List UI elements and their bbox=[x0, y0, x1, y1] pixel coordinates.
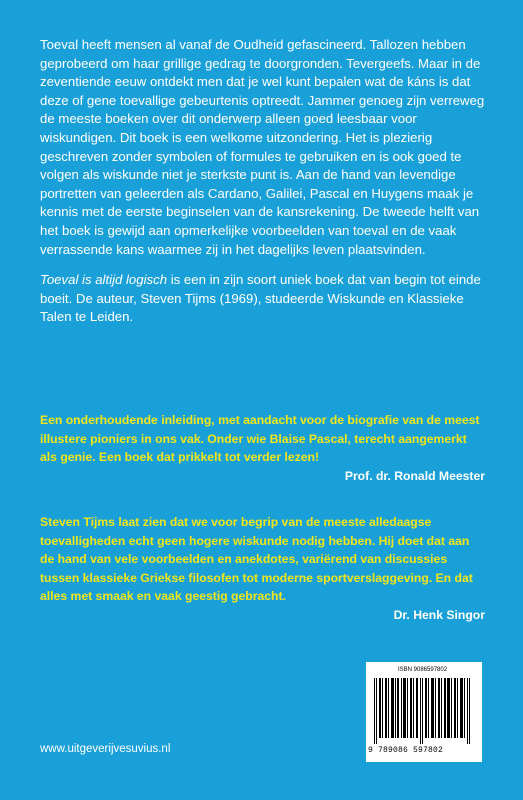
review-author: Prof. dr. Ronald Meester bbox=[344, 468, 485, 483]
review-quote-1 bbox=[40, 411, 485, 485]
book-title-italic: Toeval is altijd logisch bbox=[40, 272, 168, 288]
blurb-paragraph-2 bbox=[40, 271, 485, 327]
blurb-paragraph-1: Toeval heeft mensen al vanaf de Oudheid gefascineerd. Tallozen hebben geprobeerd om haar grillige gedrag te doorgronden. Tevergeefs. Maar in de zeventiende eeuw ontdekt men dat je wel kunt bepalen wat de káns is dat deze of gene toevallige gebeurtenis optreedt. Jammer genoeg zijn verreweg de meeste boeken over dit onderwerp alleen goed leesbaar voor wiskundigen. Dit boek is een welkome uitzondering. Het is plezierig geschreven zonder symbolen of formules te gebruiken en is ook goed te volgen als wiskunde niet je sterkste punt is. Aan de hand van levendige portretten van geleerden als Cardano, Galilei, Pascal en Huygens maak je kennis met de eerste beginselen van de kansrekening. De tweede helft van het boek is gewijd aan opmerkelijke voorbeelden van toeval en de vaak verrassende kans waarmee zij in het dagelijks leven plaatsvinden. bbox=[40, 37, 485, 257]
isbn-label: ISBN 9086597802 bbox=[398, 667, 448, 673]
publisher-website[interactable]: www.uitgeverijvesuvius.nl bbox=[40, 743, 171, 755]
barcode-label bbox=[366, 662, 482, 762]
review-text: Een onderhoudende inleiding, met aandacht voor de biografie van de meest illustere pioniers in ons vak. Onder wie Blaise Pascal, terecht aangemerkt als genie. Een boek dat prikkelt tot verder lezen! bbox=[40, 413, 480, 465]
blurb-paragraph-2-text: is een in zijn soort uniek boek dat van begin tot einde boeit. De auteur, Steven Tijms (1969), studeerde Wiskunde en Klassieke Talen te Leiden. bbox=[40, 272, 481, 325]
review-text: Steven Tijms laat zien dat we voor begrip van de meeste alledaagse toevalligheden echt geen hogere wiskunde nodig hebben. Hij doet dat aan de hand van vele voorbeelden en anekdotes, variërend van discussies tussen klassieke Griekse filosofen tot moderne sportverslaggeving. En dat alles met smaak en vaak geestig gebracht. bbox=[40, 515, 473, 604]
barcode-bars bbox=[372, 678, 476, 744]
review-quote-2 bbox=[40, 513, 485, 625]
blurb bbox=[40, 36, 485, 339]
ean-digits: 9 789086 597802 bbox=[368, 746, 444, 755]
review-author: Dr. Henk Singor bbox=[393, 607, 485, 622]
